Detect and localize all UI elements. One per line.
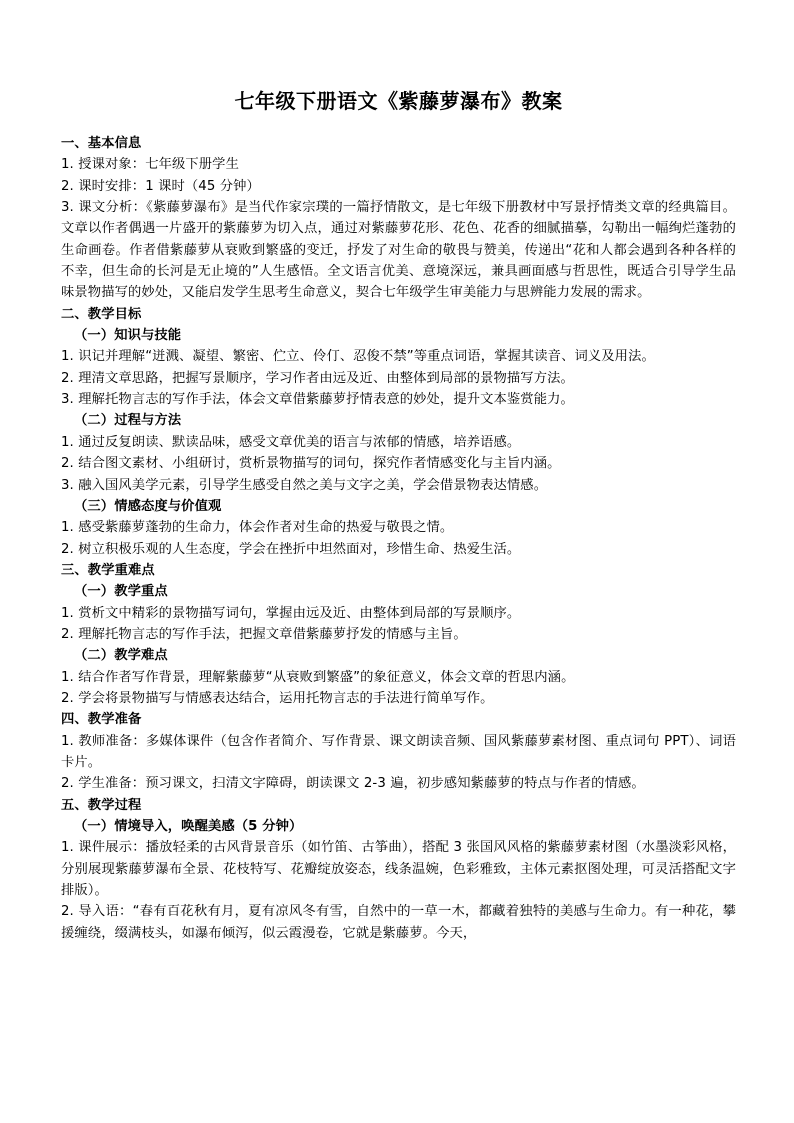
document-content: [61, 133, 736, 944]
paragraph: 1. 赏析文中精彩的景物描写词句，掌握由远及近、由整体到局部的写景顺序。: [61, 605, 521, 621]
paragraph: 1. 课件展示：播放轻柔的古风背景音乐（如竹笛、古筝曲），搭配 3 张国风风格的紫藤萝素材图（水墨淡彩风格，分别展现紫藤萝瀑布全景、花枝特写、花瓣绽放姿态，线条温婉，色彩雅致，主体元素抠图处理，可灵活搭配文字排版）。: [61, 840, 736, 899]
paragraph: 1. 结合作者写作背景，理解紫藤萝“从衰败到繁盛”的象征意义，体会文章的哲思内涵。: [61, 669, 575, 685]
section-heading: 二、教学目标: [61, 306, 142, 322]
paragraph: 2. 结合图文素材、小组研讨，赏析景物描写的词句，探究作者情感变化与主旨内涵。: [61, 456, 561, 472]
sub-heading: （一）知识与技能: [74, 328, 182, 344]
page-title: 七年级下册语文《紫藤萝瀑布》教案: [234, 89, 563, 113]
sub-heading: （二）过程与方法: [74, 413, 182, 429]
sub-heading: （三）情感态度与价值观: [74, 498, 222, 514]
paragraph: 3. 融入国风美学元素，引导学生感受自然之美与文字之美，学会借景物表达情感。: [61, 477, 548, 493]
paragraph: 2. 学会将景物描写与情感表达结合，运用托物言志的手法进行简单写作。: [61, 690, 494, 706]
paragraph: 2. 课时安排：1 课时（45 分钟）: [61, 178, 260, 194]
paragraph: 2. 理清文章思路，把握写景顺序，学习作者由远及近、由整体到局部的景物描写方法。: [61, 370, 574, 386]
paragraph: 1. 通过反复朗读、默读品味，感受文章优美的语言与浓郁的情感，培养语感。: [61, 434, 521, 450]
section-heading: 四、教学准备: [61, 712, 142, 728]
sub-heading: （一）教学重点: [74, 584, 168, 600]
section-heading: 五、教学过程: [61, 797, 142, 813]
paragraph: 1. 感受紫藤萝蓬勃的生命力，体会作者对生命的热爱与敬畏之情。: [61, 520, 454, 536]
paragraph: 1. 教师准备：多媒体课件（包含作者简介、写作背景、课文朗读音频、国风紫藤萝素材图、重点词句 PPT）、词语卡片。: [61, 733, 736, 770]
paragraph: 2. 学生准备：预习课文，扫清文字障碍，朗读课文 2-3 遍，初步感知紫藤萝的特点与作者的情感。: [61, 776, 645, 792]
paragraph: 2. 理解托物言志的写作手法，把握文章借紫藤萝抒发的情感与主旨。: [61, 626, 467, 642]
document-body: [61, 86, 736, 944]
sub-heading: （二）教学难点: [74, 648, 168, 664]
section-heading: 三、教学重难点: [61, 562, 155, 578]
paragraph: 1. 识记并理解“迸溅、凝望、繁密、伫立、伶仃、忍俊不禁”等重点词语，掌握其读音、词义及用法。: [61, 349, 655, 365]
sub-heading: （一）情境导入，唤醒美感（5 分钟）: [74, 819, 303, 834]
paragraph: 2. 导入语：“春有百花秋有月，夏有凉风冬有雪，自然中的一草一木，都藏着独特的美感与生命力。有一种花，攀援缠绕，缀满枝头，如瀑布倾泻，似云霞漫卷，它就是紫藤萝。今天，: [61, 904, 736, 941]
paragraph: 2. 树立积极乐观的人生态度，学会在挫折中坦然面对，珍惜生命、热爱生活。: [61, 541, 521, 557]
paragraph: 1. 授课对象：七年级下册学生: [61, 157, 239, 173]
paragraph: 3. 课文分析：《紫藤萝瀑布》是当代作家宗璞的一篇抒情散文，是七年级下册教材中写景抒情类文章的经典篇目。文章以作者偶遇一片盛开的紫藤萝为切入点，通过对紫藤萝花形、花色、花香的细腻描摹，勾勒出一幅绚烂蓬勃的生命画卷。作者借紫藤萝从衰败到繁盛的变迁，抒发了对生命的敬畏与赞美，传递出“花和人都会遇到各种各样的不幸，但生命的长河是无止境的”人生感悟。全文语言优美、意境深远，兼具画面感与哲思性，既适合引导学生品味景物描写的妙处，又能启发学生思考生命意义，契合七年级学生审美能力与思辨能力发展的需求。: [61, 200, 736, 301]
section-heading: 一、基本信息: [61, 136, 142, 151]
paragraph: 3. 理解托物言志的写作手法，体会文章借紫藤萝抒情表意的妙处，提升文本鉴赏能力。: [61, 392, 574, 408]
